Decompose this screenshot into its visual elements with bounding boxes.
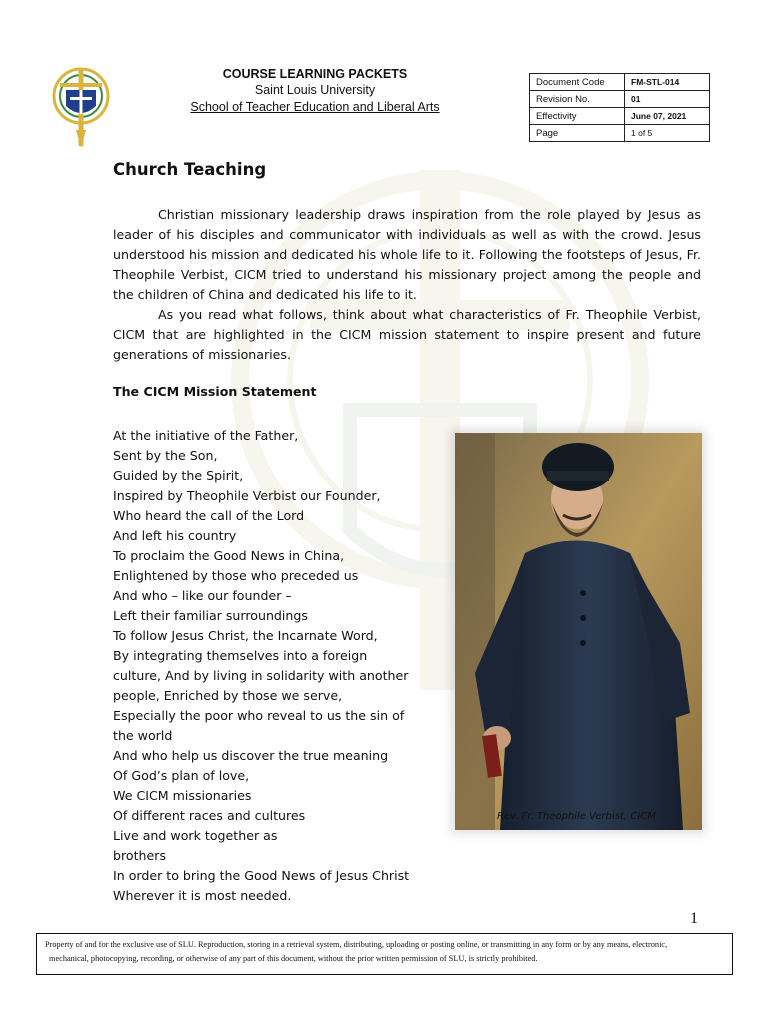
effectivity-value: June 07, 2021: [625, 108, 710, 125]
page-label: Page: [530, 125, 625, 142]
section-heading: The CICM Mission Statement: [113, 384, 317, 399]
statement-line: And who help us discover the true meaning: [113, 748, 389, 763]
statement-line: Especially the poor who reveal to us the sin of: [113, 708, 405, 723]
table-row: [530, 125, 710, 142]
paragraph-instruction: [113, 305, 701, 365]
doc-code-value: FM-STL-014: [625, 74, 710, 91]
statement-line: We CICM missionaries: [113, 788, 252, 803]
statement-line: Who heard the call of the Lord: [113, 508, 305, 523]
document-header: [150, 66, 480, 116]
revision-value: 01: [625, 91, 710, 108]
table-row: [530, 74, 710, 91]
footer-line: mechanical, photocopying, recording, or otherwise of any part of this document, without the prior written permission of SLU, is strictly prohibited.: [49, 954, 538, 963]
portrait-caption: Rev. Fr. Theophile Verbist, CICM: [497, 811, 656, 822]
header-title: COURSE LEARNING PACKETS: [222, 67, 408, 81]
slu-logo-icon: [50, 66, 112, 148]
document-info-table: [529, 73, 710, 142]
statement-line: Wherever it is most needed.: [113, 888, 292, 903]
copyright-footer: [36, 933, 733, 975]
header-school: School of Teacher Education and Liberal Arts: [190, 100, 440, 114]
statement-line: And who – like our founder –: [113, 588, 292, 603]
founder-portrait: [455, 433, 702, 830]
statement-line: In order to bring the Good News of Jesus Christ: [113, 868, 410, 883]
page-number: 1: [690, 910, 698, 927]
statement-line: brothers: [113, 848, 167, 863]
revision-label: Revision No.: [530, 91, 625, 108]
statement-line: culture, And by living in solidarity with another: [113, 668, 409, 683]
statement-line: people, Enriched by those we serve,: [113, 688, 343, 703]
statement-line: Enlightened by those who preceded us: [113, 568, 359, 583]
statement-line: And left his country: [113, 528, 237, 543]
page-title: Church Teaching: [113, 160, 267, 179]
header-university: Saint Louis University: [254, 83, 376, 97]
table-row: [530, 91, 710, 108]
statement-line: Left their familiar surroundings: [113, 608, 308, 623]
doc-code-label: Document Code: [530, 74, 625, 91]
page-value: 1 of 5: [625, 125, 710, 142]
statement-line: Sent by the Son,: [113, 448, 218, 463]
statement-line: Of different races and cultures: [113, 808, 306, 823]
statement-line: Guided by the Spirit,: [113, 468, 244, 483]
table-row: [530, 108, 710, 125]
paragraph-intro: [113, 205, 701, 305]
mission-statement: [113, 426, 433, 906]
statement-line: Inspired by Theophile Verbist our Founder,: [113, 488, 381, 503]
footer-line: Property of and for the exclusive use of SLU. Reproduction, storing in a retrieval system, distributing, uploading or posting online, or transmitting in any form or by any means, electronic,: [45, 940, 668, 949]
effectivity-label: Effectivity: [530, 108, 625, 125]
statement-line: To proclaim the Good News in China,: [113, 548, 345, 563]
portrait-illustration: [455, 433, 702, 830]
statement-line: At the initiative of the Father,: [113, 428, 299, 443]
statement-line: the world: [113, 728, 173, 743]
statement-line: By integrating themselves into a foreign: [113, 648, 368, 663]
paragraph-instruction-text: As you read what follows, think about what characteristics of Fr. Theophile Verbist, CICM that are highlighted in the CICM mission statement to inspire present and future generations of missionaries.: [113, 307, 701, 362]
paragraph-intro-text: Christian missionary leadership draws inspiration from the role played by Jesus as leader of his disciples and communicator with individuals as well as with the crowd. Jesus understood his mission and dedicated his whole life to it. Following the footsteps of Jesus, Fr. Theophile Verbist, CICM tried to understand his missionary project among the people and the children of China and dedicated his life to it.: [113, 207, 701, 302]
statement-line: To follow Jesus Christ, the Incarnate Word,: [113, 628, 378, 643]
statement-line: Of God’s plan of love,: [113, 768, 250, 783]
statement-line: Live and work together as: [113, 828, 278, 843]
